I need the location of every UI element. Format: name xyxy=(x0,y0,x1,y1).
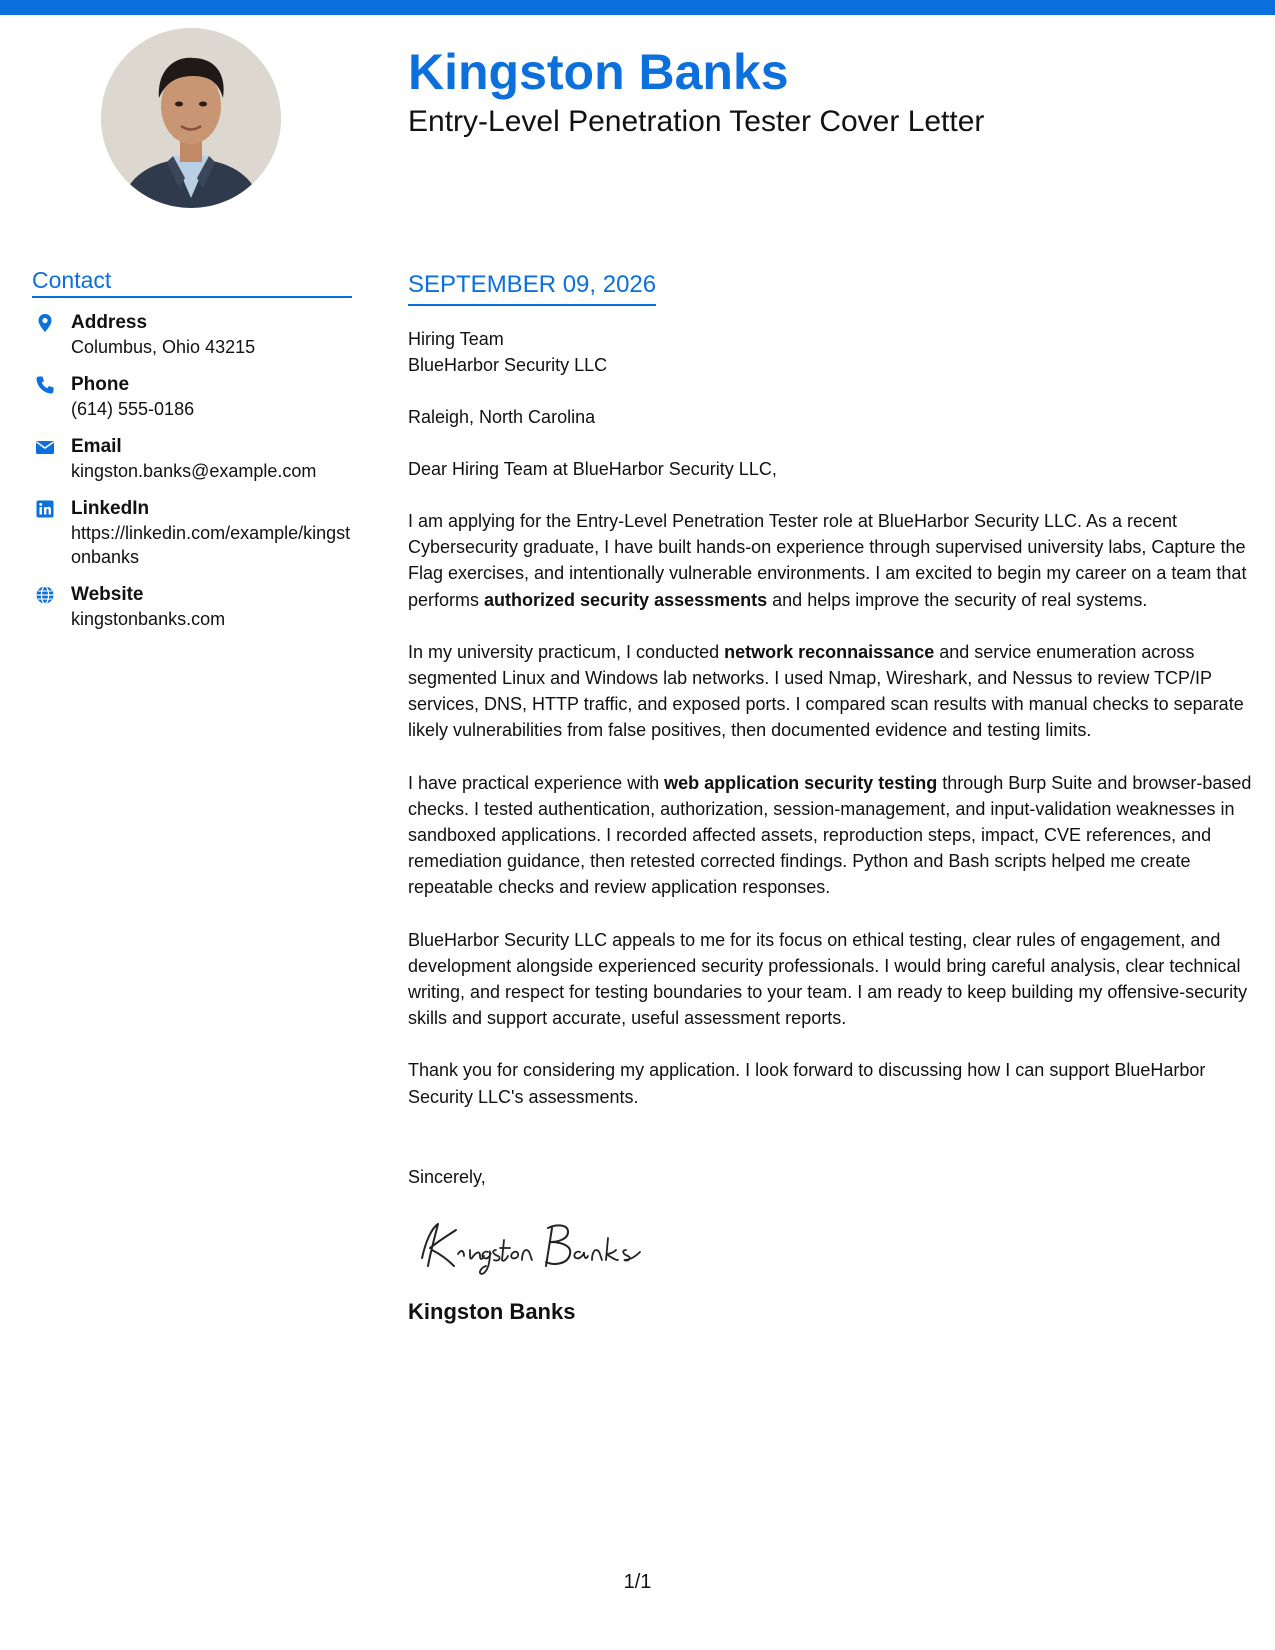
envelope-icon xyxy=(35,437,55,457)
address-label: Address xyxy=(71,312,148,333)
document-subtitle: Entry-Level Penetration Tester Cover Letter xyxy=(408,105,985,138)
paragraph-bold: authorized security assessments xyxy=(484,589,768,610)
page-number: 1/1 xyxy=(623,1571,652,1593)
recipient-location: Raleigh, North Carolina xyxy=(408,407,596,427)
closing: Sincerely, xyxy=(408,1166,486,1187)
linkedin-icon xyxy=(35,499,55,519)
contact-heading: Contact xyxy=(32,266,352,298)
paragraph-bold: web application security testing xyxy=(664,772,938,793)
recipient-line: Hiring Team xyxy=(408,329,504,349)
signer-name: Kingston Banks xyxy=(408,1298,576,1324)
contact-sidebar xyxy=(32,266,352,645)
address-value: Columbus, Ohio 43215 xyxy=(71,337,256,357)
phone-label: Phone xyxy=(71,374,130,395)
salutation: Dear Hiring Team at BlueHarbor Security LLC, xyxy=(408,459,777,479)
linkedin-label: LinkedIn xyxy=(71,498,150,519)
letter-body xyxy=(408,268,1253,1326)
contact-item-phone xyxy=(32,373,352,421)
paragraph-company-fit xyxy=(408,927,1253,1032)
contact-item-address xyxy=(32,311,352,359)
profile-photo xyxy=(101,28,281,208)
contact-item-website xyxy=(32,583,352,631)
email-value[interactable]: kingston.banks@example.com xyxy=(71,461,317,481)
paragraph-text: Thank you for considering my application. I look forward to discussing how I can support BlueHarbor Security LLC's assessments. xyxy=(408,1060,1206,1107)
recipient-company: BlueHarbor Security LLC xyxy=(408,355,608,375)
top-accent-bar xyxy=(0,0,1275,15)
recipient-spacer xyxy=(408,378,1253,404)
paragraph-text: In my university practicum, I conducted xyxy=(408,641,725,662)
paragraph-network xyxy=(408,639,1253,744)
phone-value: (614) 555-0186 xyxy=(71,399,195,419)
phone-icon xyxy=(35,375,55,395)
letter-date: SEPTEMBER 09, 2026 xyxy=(408,268,656,306)
contact-item-linkedin xyxy=(32,497,352,569)
signature-image xyxy=(408,1210,668,1280)
linkedin-value[interactable]: https://linkedin.com/example/kingstonbanks xyxy=(71,523,351,567)
paragraph-thanks xyxy=(408,1057,1253,1109)
globe-icon xyxy=(35,585,55,605)
contact-item-email xyxy=(32,435,352,483)
website-value[interactable]: kingstonbanks.com xyxy=(71,609,226,629)
paragraph-text: and service enumeration across segmented Linux and Windows lab networks. I used Nmap, Wireshark, and Nessus to review TCP/IP services, DNS, HTTP traffic, and exposed ports. I compared scan results with manual checks to separate likely vulnerabilities from false positives, then documented evidence and testing limits. xyxy=(408,641,1244,741)
paragraph-text: BlueHarbor Security LLC appeals to me for its focus on ethical testing, clear rules of engagement, and development alongside experienced security professionals. I would bring careful analysis, clear technical writing, and respect for testing boundaries to your team. I am ready to keep building my offensive-security skills and support accurate, useful assessment reports. xyxy=(408,929,1248,1029)
recipient-block xyxy=(408,326,1253,430)
applicant-name: Kingston Banks xyxy=(408,44,789,100)
paragraph-webapp xyxy=(408,770,1253,901)
paragraph-text: I have practical experience with xyxy=(408,772,665,793)
paragraph-bold: network reconnaissance xyxy=(724,641,935,662)
contact-list xyxy=(32,311,352,631)
handwritten-signature xyxy=(408,1210,668,1280)
paragraph-text: I am applying for the Entry-Level Penetration Tester role at BlueHarbor Security LLC. As a recent Cybersecurity graduate, I have built hands-on experience through supervised university labs, Capture the Flag exercises, and intentionally vulnerable environments. I am excited to begin my career on a team that performs xyxy=(408,511,1247,610)
website-label: Website xyxy=(71,584,144,605)
paragraph-text: and helps improve the security of real systems. xyxy=(767,589,1148,610)
paragraph-text: through Burp Suite and browser-based checks. I tested authentication, authorization, session-management, and input-validation weaknesses in sandboxed applications. I recorded affected assets, reproduction steps, impact, CVE references, and remediation guidance, then retested corrected findings. Python and Bash scripts helped me create repeatable checks and review application responses. xyxy=(408,772,1252,898)
portrait-image xyxy=(101,28,281,208)
map-pin-icon xyxy=(35,313,55,333)
paragraph-intro xyxy=(408,508,1253,613)
email-label: Email xyxy=(71,436,122,457)
